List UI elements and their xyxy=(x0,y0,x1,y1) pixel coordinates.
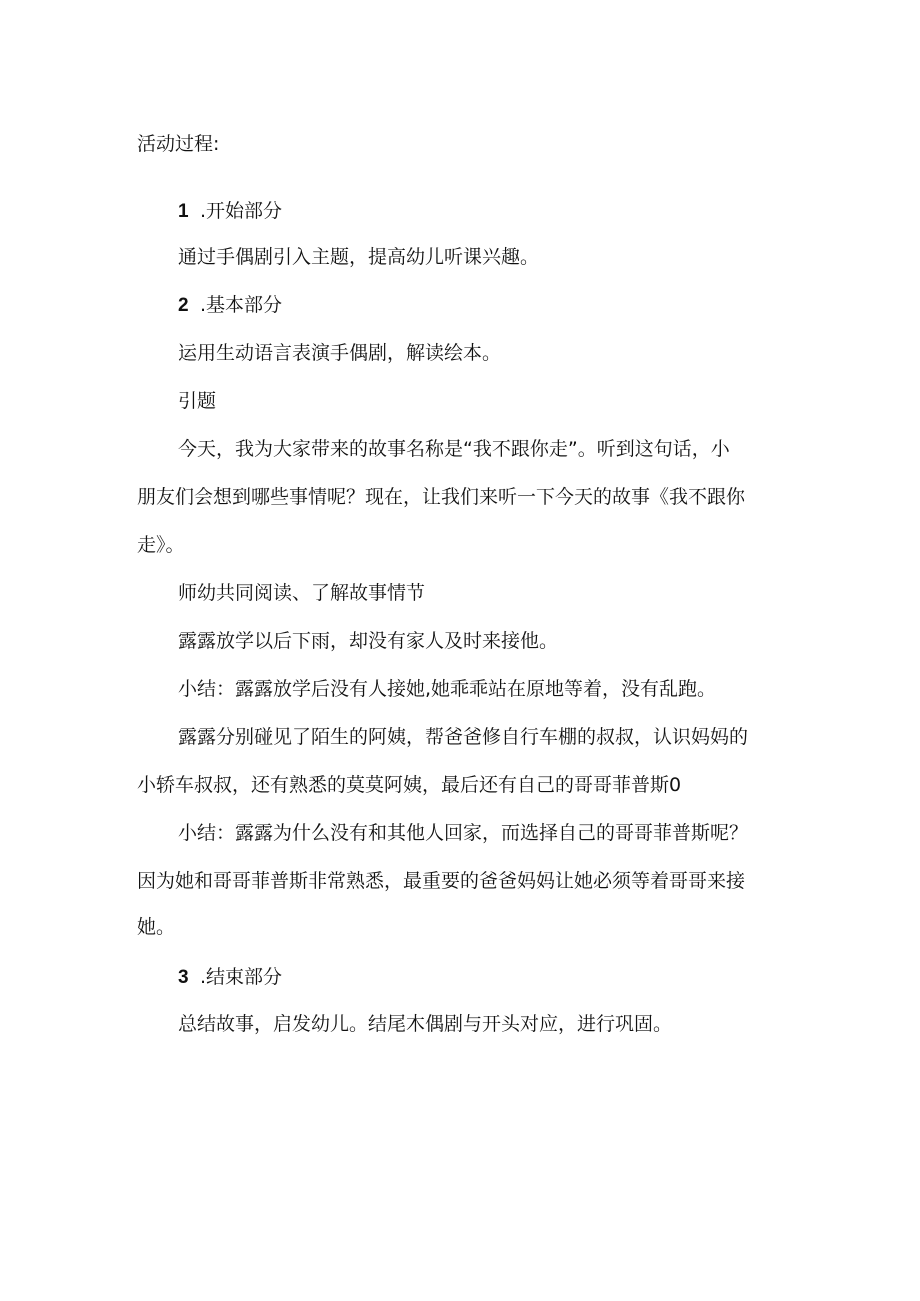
section-title-2: .基本部分 xyxy=(200,294,283,316)
summary-2-line-3: 她。 xyxy=(137,916,176,938)
section-3-paragraph: 总结故事，启发幼儿。结尾木偶剧与开头对应，进行巩固。 xyxy=(178,1013,673,1035)
summary-2-line-2: 因为她和哥哥菲普斯非常熟悉，最重要的爸爸妈妈让她必须等着哥哥来接 xyxy=(137,870,746,892)
section-heading-3 xyxy=(178,964,282,991)
section-title-1: .开始部分 xyxy=(200,200,283,222)
document-title: 活动过程: xyxy=(137,133,220,155)
section-heading-1 xyxy=(178,198,282,225)
reading-paragraph: 露露放学以后下雨，却没有家人及时来接他。 xyxy=(178,630,559,652)
section-heading-2 xyxy=(178,292,282,319)
intro-paragraph-line-3: 走》。 xyxy=(137,534,185,556)
section-number-3: 3 xyxy=(178,967,189,988)
intro-paragraph-line-1: 今天，我为大家带来的故事名称是“我不跟你走”。听到这句话，小 xyxy=(178,438,730,460)
summary-1: 小结：露露放学后没有人接她,她乖乖站在原地等着，没有乱跑。 xyxy=(178,678,717,700)
section-number-1: 1 xyxy=(178,201,189,222)
story-line-1: 露露分别碰见了陌生的阿姨，帮爸爸修自行车棚的叔叔，认识妈妈的 xyxy=(178,726,749,748)
section-number-2: 2 xyxy=(178,295,189,316)
story-line-2: 小轿车叔叔，还有熟悉的莫莫阿姨，最后还有自己的哥哥菲普斯0 xyxy=(137,774,682,796)
summary-2-line-1: 小结：露露为什么没有和其他人回家，而选择自己的哥哥菲普斯呢？ xyxy=(178,822,749,844)
intro-label: 引题 xyxy=(178,390,217,412)
section-2-paragraph: 运用生动语言表演手偶剧，解读绘本。 xyxy=(178,342,502,364)
intro-paragraph-line-2: 朋友们会想到哪些事情呢？现在，让我们来听一下今天的故事《我不跟你 xyxy=(137,486,746,508)
section-title-3: .结束部分 xyxy=(200,966,283,988)
reading-label: 师幼共同阅读、了解故事情节 xyxy=(178,582,426,604)
section-1-paragraph: 通过手偶剧引入主题，提高幼儿听课兴趣。 xyxy=(178,246,540,268)
